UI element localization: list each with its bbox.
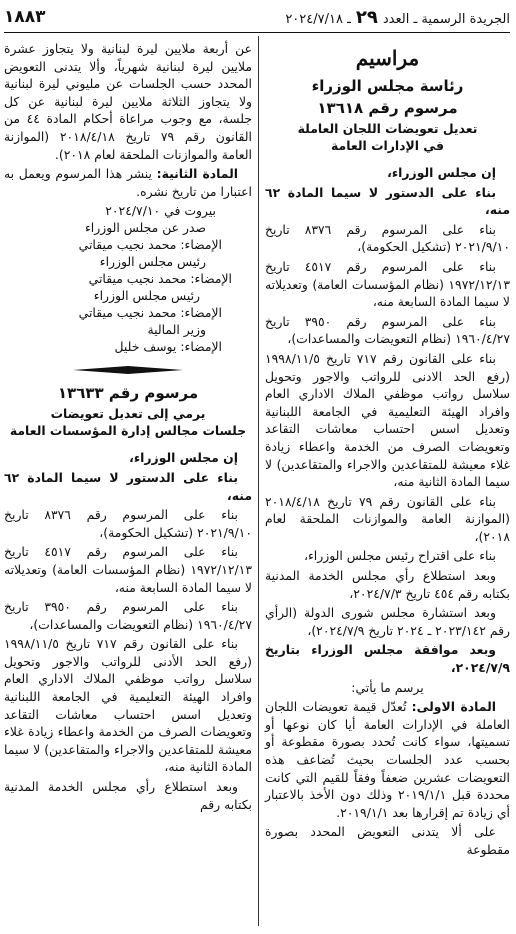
left-column xyxy=(4,40,252,815)
issue-number: ٢٩ xyxy=(355,6,378,28)
page-header xyxy=(4,4,510,30)
issue-date: ـ ٢٠٢٤/٧/١٨ xyxy=(285,11,351,27)
paragraph: بناء على القانون رقم ٧٩ تاريخ ٢٠١٨/٤/١٨ (الموازنة العامة والموازنات الملحقة لعام ٢٠١٨)، xyxy=(265,493,510,544)
article-1-label: المادة الاولى: xyxy=(411,699,496,715)
article-2-text: ينشر هذا المرسوم ويعمل به اعتبارا من تاريخ نشره. xyxy=(4,166,252,199)
divider-ornament xyxy=(73,365,183,375)
paragraph: بناء على المرسوم رقم ٤٥١٧ تاريخ ١٩٧٢/١٢/١٣ (نظام المؤسسات العامة) وتعديلاته لا سيما المادة السابعة منه، xyxy=(265,258,510,310)
decree-subject-line1: تعديل تعويضات اللجان العاملة xyxy=(297,121,478,136)
paragraph: بناء على القانون رقم ٧١٧ تاريخ ١٩٩٨/١١/٥ (رفع الحد الادنى للرواتب والاجور وتحويل سلاسل رواتب موظفي الملاك الاداري العام وافراد الهيئة التعليمية في الجامعة اللبنانية وتعديل اسس احتساب معاشات التقاعد وتعويضات الصرف من الخدمة واعطاء زيادة غلاء معيشة للمتقاعدين والاجراء والمتقاعدين) لا سيما المادة الثانية منه، xyxy=(265,350,510,490)
continued-paragraph: عن أربعة ملايين ليرة لبنانية ولا يتجاوز عشرة ملايين ليرة لبنانية شهرياً، وألا يتدنى التعويض المحدد حسب الجلسات عن مليوني ليرة لبنانية ولا يتجاوز الثلاثة ملايين ليرة لبنانية عن كل جلسة، مع وجوب مراعاة أحكام المادة ٤٤ من القانون رقم ٧٩ تاريخ ٢٠١٨/٤/١٨ (الموازنة العامة والموازنات الملحقة لعام ٢٠١٨). xyxy=(4,41,252,162)
paragraph: بناء على القانون رقم ٧١٧ تاريخ ١٩٩٨/١١/٥ (رفع الحد الأدنى للرواتب والاجور وتحويل سلاسل رواتب موظفي الملاك الاداري العام وافراد الهيئة التعليمية في الجامعة اللبنانية وتعديل اسس احتساب معاشات التقاعد وتعويضات الصرف من الخدمة واعطاء زيادة غلاء معيشة للمتقاعدين والاجراء والمتقاعدين) لا سيما المادة الثانية منه، xyxy=(4,636,252,775)
paragraph: وبعد استشارة مجلس شورى الدولة (الرأي رقم ٢٠٢٣/١٤٢ ـ ٢٠٢٤ تاريخ ٢٠٢٤/٧/٩)، xyxy=(265,605,510,638)
paragraph: بناء على المرسوم رقم ٣٩٥٠ تاريخ ١٩٦٠/٤/٢٧ (نظام التعويضات والمساعدات)، xyxy=(4,599,252,632)
decree2-subject-line2: جلسات مجالس إدارة المؤسسات العامة xyxy=(9,423,247,439)
gazette-name: الجريدة الرسمية ـ العدد xyxy=(382,11,510,27)
article-1-continued: على ألا يتدنى التعويض المحدد بصورة مقطوعة xyxy=(265,824,510,857)
signature-line: الإمضاء: يوسف خليل xyxy=(114,339,222,355)
column-divider xyxy=(258,36,259,926)
article-1 xyxy=(265,698,510,821)
paragraph: بناء على المرسوم رقم ٨٣٧٦ تاريخ ٢٠٢١/٩/١٠ (تشكيل الحكومة)، xyxy=(265,221,510,255)
article-2 xyxy=(4,165,252,200)
header-rule xyxy=(4,32,510,33)
gazette-issue-line xyxy=(285,7,510,28)
signature-line: الإمضاء: محمد نجيب ميقاتي xyxy=(88,271,232,287)
paragraph: بناء على اقتراح رئيس مجلس الوزراء، xyxy=(303,548,496,564)
paragraph: وبعد استطلاع رأي مجلس الخدمة المدنية بكتابه رقم xyxy=(4,779,252,812)
paragraph: بناء على المرسوم رقم ٤٥١٧ تاريخ ١٩٧٢/١٢/١٣ (نظام المؤسسات العامة) وتعديلاته لا سيما المادة السابعة منه، xyxy=(4,544,252,595)
council-line: إن مجلس الوزراء، xyxy=(387,165,496,180)
minister-title: وزير المالية xyxy=(147,322,206,338)
signature-line: الإمضاء: محمد نجيب ميقاتي xyxy=(78,237,222,253)
issued-by: صدر عن مجلس الوزراء xyxy=(84,220,206,236)
constitution-line: بناء على الدستور لا سيما المادة ٦٢ منه، xyxy=(4,469,252,503)
decree2-number: مرسوم رقم ١٣٦٣٣ xyxy=(57,384,199,403)
article-2-label: المادة الثانية: xyxy=(156,166,238,182)
pm-title: رئيس مجلس الوزراء xyxy=(93,288,200,304)
paragraph: بناء على المرسوم رقم ٣٩٥٠ تاريخ ١٩٦٠/٤/٢٧ (نظام التعويضات والمساعدات)، xyxy=(265,313,510,347)
paragraph: بناء على المرسوم رقم ٨٣٧٦ تاريخ ٢٠٢١/٩/١٠ (تشكيل الحكومة)، xyxy=(4,507,252,540)
signature-line: الإمضاء: محمد نجيب ميقاتي xyxy=(78,305,222,321)
section-title: مراسيم xyxy=(355,46,420,70)
constitution-line: بناء على الدستور لا سيما المادة ٦٢ منه، xyxy=(265,184,510,218)
decree-subject-line2: في الإدارات العامة xyxy=(331,138,444,153)
page-number-block xyxy=(4,7,46,27)
decree2-subject-line1: يرمي إلى تعديل تعويضات xyxy=(50,406,206,422)
place-date: بيروت في ٢٠٢٤/٧/١٠ xyxy=(105,203,216,219)
page-number: ١٨٨٣ xyxy=(4,7,46,27)
right-column xyxy=(265,40,510,861)
pm-title: رئيس مجلس الوزراء xyxy=(99,254,206,270)
council-line: إن مجلس الوزراء، xyxy=(129,450,238,466)
approval-line: وبعد موافقة مجلس الوزراء بتاريخ ٢٠٢٤/٧/٩، xyxy=(265,642,510,676)
decrees-line: يرسم ما يأتي: xyxy=(351,679,424,695)
decree-number: مرسوم رقم ١٣٦١٨ xyxy=(317,99,458,117)
authority-title: رئاسة مجلس الوزراء xyxy=(311,77,464,95)
paragraph: وبعد استطلاع رأي مجلس الخدمة المدنية بكتابه رقم ٤٥٤ تاريخ ٢٠٢٤/٧/٣، xyxy=(265,568,510,601)
article-1-text: تُعدّل قيمة تعويضات اللجان العاملة في الإدارات العامة أيا كان نوعها أو تسميتها، سواء كانت تُحدد بصورة مقطوعة أو بحسب عدد الجلسات بحيث تُضاعف هذه التعويضات عشرين ضعفاً وفقاً للقيم التي كانت محددة قبل ٢٠١٩/١/١ وذلك دون الأخذ بالاعتبار أي زيادة تم إقرارها بعد ٢٠١٩/١/١. xyxy=(265,699,510,820)
